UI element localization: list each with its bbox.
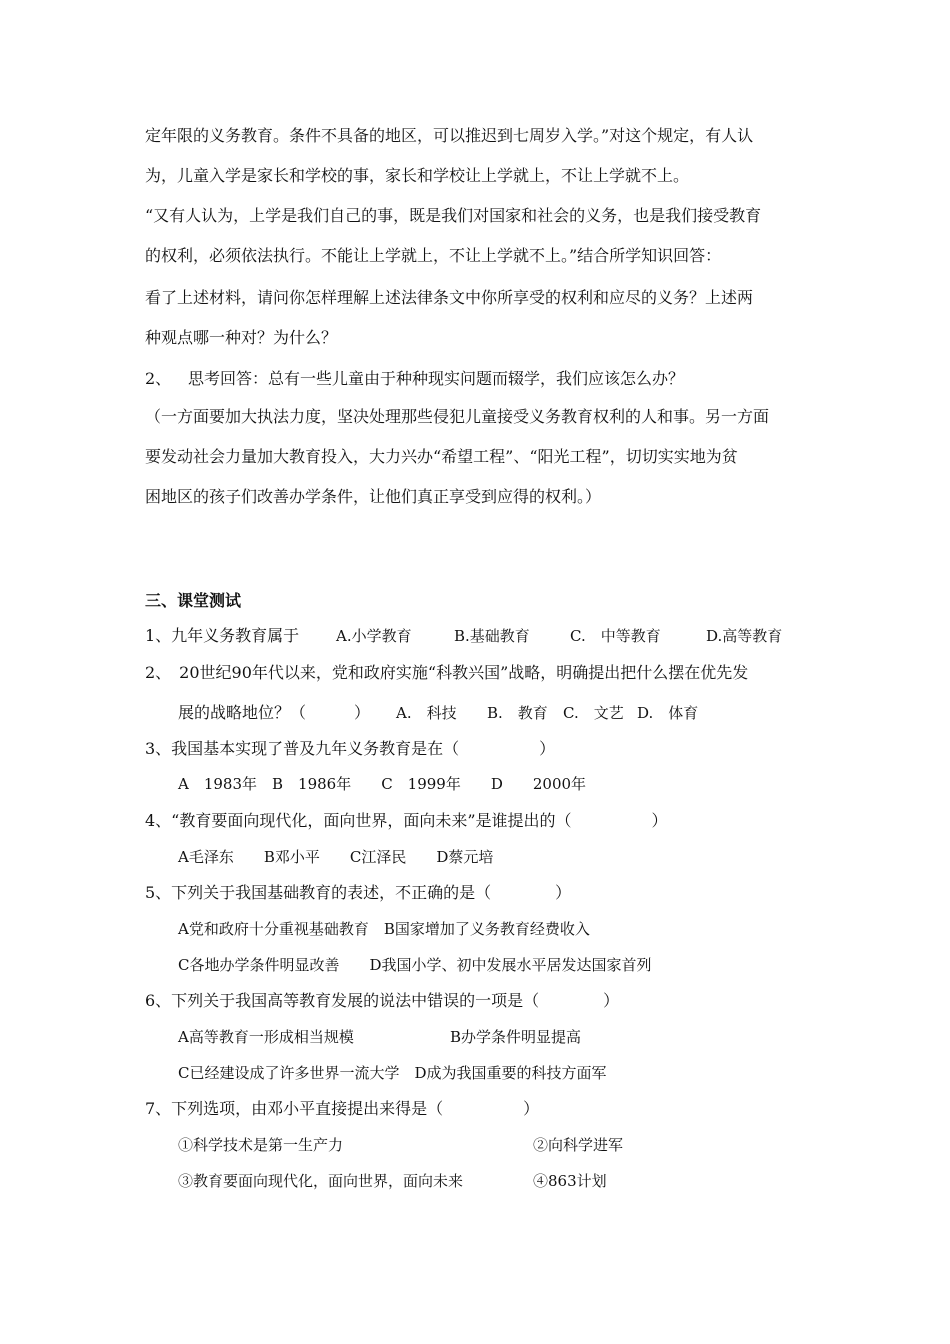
test-q2-option-b: B. 教育 [487,704,548,722]
answer-line-2: 要发动社会力量加大教育投入，大力兴办“希望工程”、“阳光工程”，切切实实地为贫 [145,447,738,466]
test-q2-option-d: D. 体育 [637,704,699,722]
test-q1-option-b: B.基础教育 [454,627,530,645]
test-q3-stem: 3、我国基本实现了普及九年义务教育是在（ ） [145,739,556,758]
test-q7-item-4: ④863计划 [533,1172,607,1190]
passage-line-5: 看了上述材料，请问你怎样理解上述法律条文中你所享受的权利和应尽的义务？上述两 [145,288,754,307]
test-q5-stem: 5、下列关于我国基础教育的表述，不正确的是（ ） [145,883,572,902]
test-q7-item-2: ②向科学进军 [533,1136,624,1154]
passage-line-6: 种观点哪一种对？为什么？ [145,328,338,347]
test-q7-item-1: ①科学技术是第一生产力 [178,1136,344,1154]
test-q6-options-line-2: C已经建设成了许多世界一流大学 D成为我国重要的科技方面军 [178,1064,607,1082]
passage-line-4: 的权利，必须依法执行。不能让上学就上，不让上学就不上。”结合所学知识回答： [145,246,722,265]
test-q7-stem: 7、下列选项，由邓小平直接提出来得是（ ） [145,1099,540,1118]
question-2-prompt: 思考回答：总有一些儿童由于种种现实问题而辍学，我们应该怎么办？ [188,369,685,388]
test-q2-stem-line-2: 展的战略地位？（ ） [178,703,371,722]
answer-line-1: （一方面要加大执法力度，坚决处理那些侵犯儿童接受义务教育权利的人和事。另一方面 [145,407,770,426]
test-q1-stem: 1、九年义务教育属于 [145,626,300,645]
test-q6-stem: 6、下列关于我国高等教育发展的说法中错误的一项是（ ） [145,991,620,1010]
question-2-number: 2、 [145,369,172,388]
test-q6-option-a: A高等教育一形成相当规模 [178,1028,354,1046]
test-q1-option-d: D.高等教育 [706,627,783,645]
test-q4-options: A毛泽东 B邓小平 C江泽民 D蔡元培 [178,848,494,866]
test-q2-stem-line-1: 2、 20世纪90年代以来，党和政府实施“科教兴国”战略，明确提出把什么摆在优先发 [145,663,749,682]
test-q5-options-line-2: C各地办学条件明显改善 D我国小学、初中发展水平居发达国家首列 [178,956,652,974]
test-q3-options: A 1983年 B 1986年 C 1999年 D 2000年 [178,775,587,793]
test-q7-item-3: ③教育要面向现代化，面向世界，面向未来 [178,1172,464,1190]
passage-line-3: “又有人认为，上学是我们自己的事，既是我们对国家和社会的义务，也是我们接受教育 [145,206,762,225]
test-q1-option-a: A.小学教育 [336,627,412,645]
test-q6-option-b: B办学条件明显提高 [450,1028,582,1046]
test-q2-option-c: C. 文艺 [563,704,624,722]
test-q1-option-c: C. 中等教育 [570,627,661,645]
test-q2-option-a: A. 科技 [396,704,457,722]
test-q4-stem: 4、“教育要面向现代化，面向世界，面向未来”是谁提出的（ ） [145,811,668,830]
section-title: 三、课堂测试 [145,591,242,610]
passage-line-1: 定年限的义务教育。条件不具备的地区，可以推迟到七周岁入学。”对这个规定，有人认 [145,126,754,145]
test-q5-options-line-1: A党和政府十分重视基础教育 B国家增加了义务教育经费收入 [178,920,590,938]
passage-line-2: 为，儿童入学是家长和学校的事，家长和学校让上学就上，不让上学就不上。 [145,166,690,185]
answer-line-3: 困地区的孩子们改善办学条件，让他们真正享受到应得的权利。） [145,487,602,506]
